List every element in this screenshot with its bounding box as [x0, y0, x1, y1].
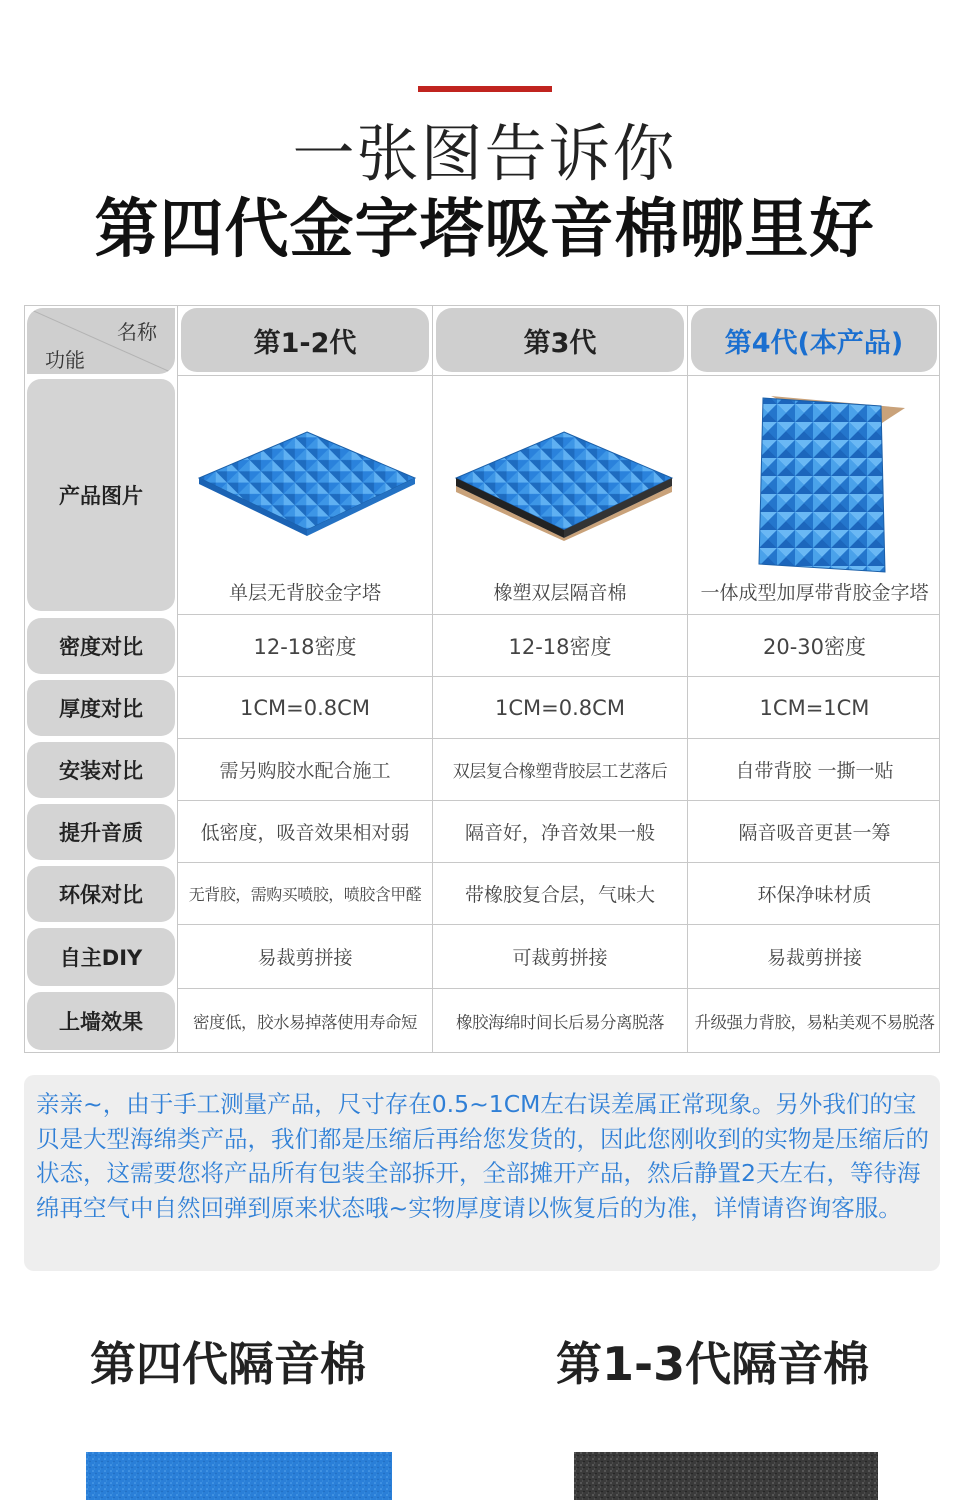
notice-box: 亲亲~，由于手工测量产品，尺寸存在0.5~1CM左右误差属正常现象。另外我们的宝贝是大型海绵类产品，我们都是压缩后再给您发货的，因此您刚收到的实物是压缩后的状态，这需要您将产品所有包装全部拆开，全部摊开产品，然后静置2天左右，等待海绵再空气中自然回弹到原来状态哦~实物厚度请以恢复后的为准，详情请咨询客服。	[24, 1075, 940, 1271]
caption-gen4: 一体成型加厚带背胶金字塔	[700, 582, 929, 604]
cell-sound-gen4: 隔音吸音更甚一筹	[738, 822, 891, 844]
page-title: 第四代金字塔吸音棉哪里好	[94, 193, 875, 267]
cell-diy-gen4: 易裁剪拼接	[766, 947, 862, 969]
comparison-left-title: 第四代隔音棉	[90, 1337, 366, 1391]
cell-wall-gen1-2: 密度低，胶水易掉落使用寿命短	[193, 1012, 417, 1032]
cell-env-gen4: 环保净味材质	[757, 884, 872, 906]
cell-wall-gen3: 橡胶海绵时间长后易分离脱落	[456, 1012, 664, 1032]
page-subtitle: 一张图告诉你	[292, 117, 677, 190]
cell-thickness-gen1-2: 1CM=0.8CM	[240, 695, 370, 720]
cell-diy-gen1-2: 易裁剪拼接	[257, 947, 353, 969]
row-label-thickness: 厚度对比	[27, 680, 175, 736]
cell-thickness-gen3: 1CM=0.8CM	[495, 695, 625, 720]
caption-gen3: 橡塑双层隔音棉	[493, 582, 627, 604]
row-label-product-image: 产品图片	[27, 379, 175, 611]
row-label-environmental: 环保对比	[27, 866, 175, 922]
cell-density-gen4: 20-30密度	[762, 634, 867, 659]
cell-density-gen3: 12-18密度	[508, 634, 612, 659]
product-image-gen1-2	[193, 426, 421, 536]
cell-thickness-gen4: 1CM=1CM	[759, 695, 870, 720]
cell-sound-gen1-2: 低密度，吸音效果相对弱	[200, 822, 410, 844]
comparison-table	[24, 305, 940, 1053]
cell-installation-gen1-2: 需另购胶水配合施工	[219, 760, 391, 782]
row-label-installation: 安装对比	[27, 742, 175, 798]
foam-sample-gen1-3	[574, 1452, 878, 1500]
cell-density-gen1-2: 12-18密度	[253, 634, 357, 659]
product-image-gen3	[450, 426, 678, 541]
column-header-gen4: 第4代(本产品)	[691, 308, 937, 372]
cell-installation-gen4: 自带背胶 一撕一贴	[735, 760, 894, 782]
comparison-right-title: 第1-3代隔音棉	[556, 1337, 870, 1391]
row-label-diy: 自主DIY	[27, 928, 175, 986]
row-label-wall-effect: 上墙效果	[27, 992, 175, 1050]
caption-gen1-2: 单层无背胶金字塔	[228, 582, 381, 604]
cell-wall-gen4: 升级强力背胶，易粘美观不易脱落	[694, 1012, 935, 1032]
corner-function-label: 功能	[45, 348, 85, 372]
product-image-gen4	[741, 386, 911, 576]
cell-sound-gen3: 隔音好，净音效果一般	[464, 822, 655, 844]
column-header-gen3: 第3代	[436, 308, 684, 372]
cell-diy-gen3: 可裁剪拼接	[512, 947, 608, 969]
cell-env-gen1-2: 无背胶，需购买喷胶，喷胶含甲醛	[188, 885, 422, 904]
cell-env-gen3: 带橡胶复合层，气味大	[464, 884, 655, 906]
row-label-density: 密度对比	[27, 618, 175, 674]
column-header-gen1-2: 第1-2代	[181, 308, 429, 372]
cell-installation-gen3: 双层复合橡塑背胶层工艺落后	[452, 762, 668, 782]
title-accent-bar	[418, 86, 552, 92]
table-corner-cell	[27, 308, 175, 374]
foam-sample-gen4	[86, 1452, 392, 1500]
row-label-sound-quality: 提升音质	[27, 804, 175, 860]
corner-name-label: 名称	[117, 320, 157, 344]
